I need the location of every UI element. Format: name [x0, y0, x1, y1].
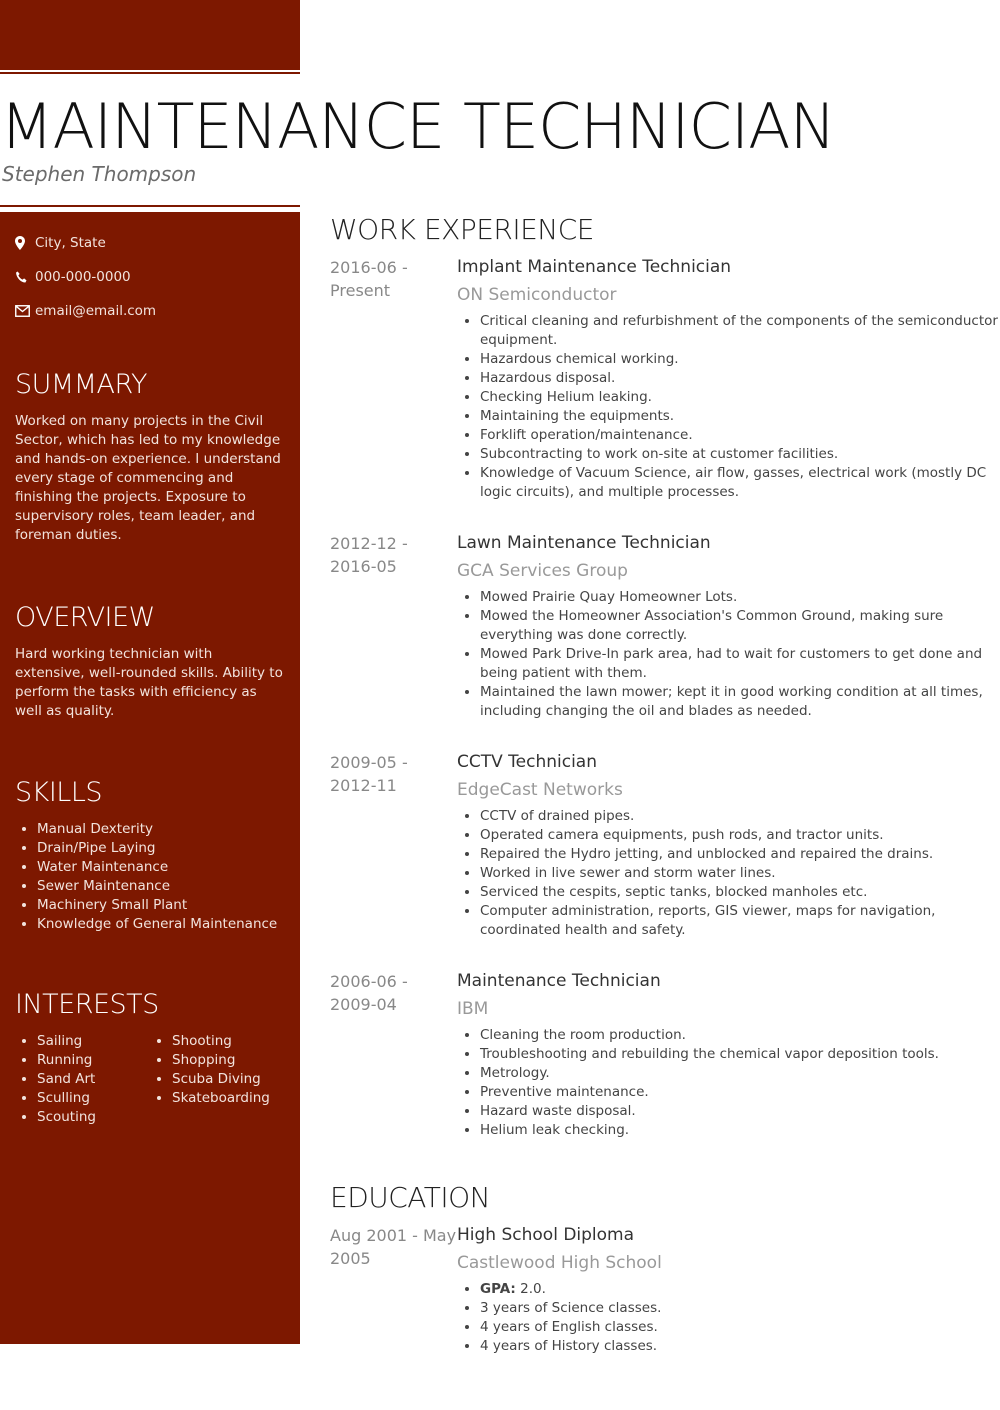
entry-date: 2009-05 - 2012-11: [330, 753, 408, 795]
education-heading: EDUCATION: [330, 1181, 491, 1214]
list-item: • Preventive maintenance.: [480, 1083, 1000, 1102]
list-item: • CCTV of drained pipes.: [480, 807, 1000, 826]
contact-phone-text: 000-000-0000: [35, 269, 131, 285]
list-item: • Mowed Prairie Quay Homeowner Lots.: [480, 588, 1000, 607]
interests-list-right: [150, 1032, 285, 1127]
map-pin-icon: [15, 236, 33, 250]
entry-date: 2012-12 - 2016-05: [330, 534, 408, 576]
entry-company: EdgeCast Networks: [457, 780, 623, 800]
list-item: • Repaired the Hydro jetting, and unblocked and repaired the drains.: [480, 845, 1000, 864]
overview-section: [15, 601, 285, 721]
gpa-item: [480, 1280, 1000, 1299]
list-item: • Operated camera equipments, push rods, and tractor units.: [480, 826, 1000, 845]
candidate-name: Stephen Thompson: [2, 162, 197, 186]
list-item: • Critical cleaning and refurbishment of the components of the semiconductor equipment.: [480, 312, 1000, 350]
overview-heading: OVERVIEW: [15, 602, 155, 633]
entry-date: 2006-06 - 2009-04: [330, 972, 408, 1014]
contact-section: [15, 226, 285, 328]
list-item: • Mowed the Homeowner Association's Common Ground, making sure everything was done correctly.: [480, 607, 1000, 645]
interests-section: [15, 988, 285, 1127]
envelope-icon: [15, 305, 33, 317]
list-item: • Water Maintenance: [37, 858, 285, 877]
list-item: • Drain/Pipe Laying: [37, 839, 285, 858]
contact-location-text: City, State: [35, 235, 106, 251]
list-item: • Mowed Park Drive-In park area, had to wait for customers to get done and being patient with them.: [480, 645, 1000, 683]
list-item: • 4 years of History classes.: [480, 1337, 1000, 1356]
list-item: • Sailing: [37, 1032, 150, 1051]
list-item: • Metrology.: [480, 1064, 1000, 1083]
main-content: [330, 212, 1000, 1356]
education-entry: [330, 1224, 1000, 1356]
list-item: • Shooting: [172, 1032, 285, 1051]
entry-date: 2016-06 - Present: [330, 258, 408, 300]
contact-email: [15, 294, 285, 328]
list-item: • Shopping: [172, 1051, 285, 1070]
list-item: • Maintained the lawn mower; kept it in good working condition at all times, including changing the oil and blades as needed.: [480, 683, 1000, 721]
sidebar-top-block: [0, 0, 300, 70]
header-top-rule: [0, 72, 300, 74]
entry-bullets: [457, 1280, 1000, 1356]
list-item: • Running: [37, 1051, 150, 1070]
list-item: • Scuba Diving: [172, 1070, 285, 1089]
list-item: • Checking Helium leaking.: [480, 388, 1000, 407]
list-item: • 4 years of English classes.: [480, 1318, 1000, 1337]
header-bottom-rule: [0, 205, 300, 207]
entry-title: Lawn Maintenance Technician: [457, 533, 711, 553]
gpa-label: GPA:: [480, 1281, 516, 1297]
summary-text: Worked on many projects in the Civil Sector, which has led to my knowledge and hands-on experience. I understand every stage of commencing and finishing the projects. Exposure to supervisory roles, team leader, and foreman duties.: [15, 413, 281, 543]
list-item: • Manual Dexterity: [37, 820, 285, 839]
list-item: • Subcontracting to work on-site at customer facilities.: [480, 445, 1000, 464]
entry-company: ON Semiconductor: [457, 285, 617, 305]
header: [0, 88, 1000, 186]
entry-title: CCTV Technician: [457, 752, 597, 772]
sidebar: [0, 212, 300, 1344]
list-item: • Sewer Maintenance: [37, 877, 285, 896]
list-item: • Helium leak checking.: [480, 1121, 1000, 1140]
skills-section: [15, 776, 285, 934]
list-item: • Hazardous disposal.: [480, 369, 1000, 388]
list-item: • Serviced the cespits, septic tanks, blocked manholes etc.: [480, 883, 1000, 902]
summary-heading: SUMMARY: [15, 369, 147, 400]
interests-columns: [15, 1032, 285, 1127]
work-entry: [330, 532, 1000, 721]
contact-email-text: email@email.com: [35, 303, 157, 319]
entry-bullets: [457, 588, 1000, 721]
list-item: • 3 years of Science classes.: [480, 1299, 1000, 1318]
list-item: • Hazardous chemical working.: [480, 350, 1000, 369]
overview-text: Hard working technician with extensive, well-rounded skills. Ability to perform the tasks with efficiency as well as quality.: [15, 646, 283, 719]
work-entry: [330, 751, 1000, 940]
skills-list: [15, 820, 285, 934]
entry-bullets: [457, 807, 1000, 940]
list-item: • Cleaning the room production.: [480, 1026, 1000, 1045]
interests-heading: INTERESTS: [15, 989, 159, 1020]
entry-date: Aug 2001 - May 2005: [330, 1226, 457, 1268]
list-item: • Scouting: [37, 1108, 150, 1127]
entry-company: IBM: [457, 999, 489, 1019]
list-item: • Hazard waste disposal.: [480, 1102, 1000, 1121]
list-item: • Worked in live sewer and storm water lines.: [480, 864, 1000, 883]
contact-location: [15, 226, 285, 260]
list-item: • Sculling: [37, 1089, 150, 1108]
entry-bullets: [457, 1026, 1000, 1140]
list-item: • Skateboarding: [172, 1089, 285, 1108]
entry-company: GCA Services Group: [457, 561, 628, 581]
skills-heading: SKILLS: [15, 777, 103, 808]
work-entry: [330, 256, 1000, 502]
page-title: MAINTENANCE TECHNICIAN: [0, 90, 835, 163]
list-item: • Computer administration, reports, GIS viewer, maps for navigation, coordinated health and safety.: [480, 902, 1000, 940]
list-item: • Knowledge of Vacuum Science, air flow, gasses, electrical work (mostly DC logic circuits), and multiple processes.: [480, 464, 1000, 502]
entry-title: High School Diploma: [457, 1225, 635, 1245]
summary-section: [15, 368, 285, 545]
list-item: • Troubleshooting and rebuilding the chemical vapor deposition tools.: [480, 1045, 1000, 1064]
entry-bullets: [457, 312, 1000, 502]
list-item: • Knowledge of General Maintenance: [37, 915, 285, 934]
list-item: • Maintaining the equipments.: [480, 407, 1000, 426]
entry-title: Maintenance Technician: [457, 971, 661, 991]
gpa-value: 2.0.: [520, 1281, 546, 1297]
work-experience-heading: WORK EXPERIENCE: [330, 213, 594, 246]
list-item: • Sand Art: [37, 1070, 150, 1089]
entry-company: Castlewood High School: [457, 1253, 662, 1273]
contact-phone: [15, 260, 285, 294]
work-entry: [330, 970, 1000, 1140]
list-item: • Machinery Small Plant: [37, 896, 285, 915]
interests-list-left: [15, 1032, 150, 1127]
list-item: • Forklift operation/maintenance.: [480, 426, 1000, 445]
phone-icon: [15, 271, 33, 284]
entry-title: Implant Maintenance Technician: [457, 257, 732, 277]
